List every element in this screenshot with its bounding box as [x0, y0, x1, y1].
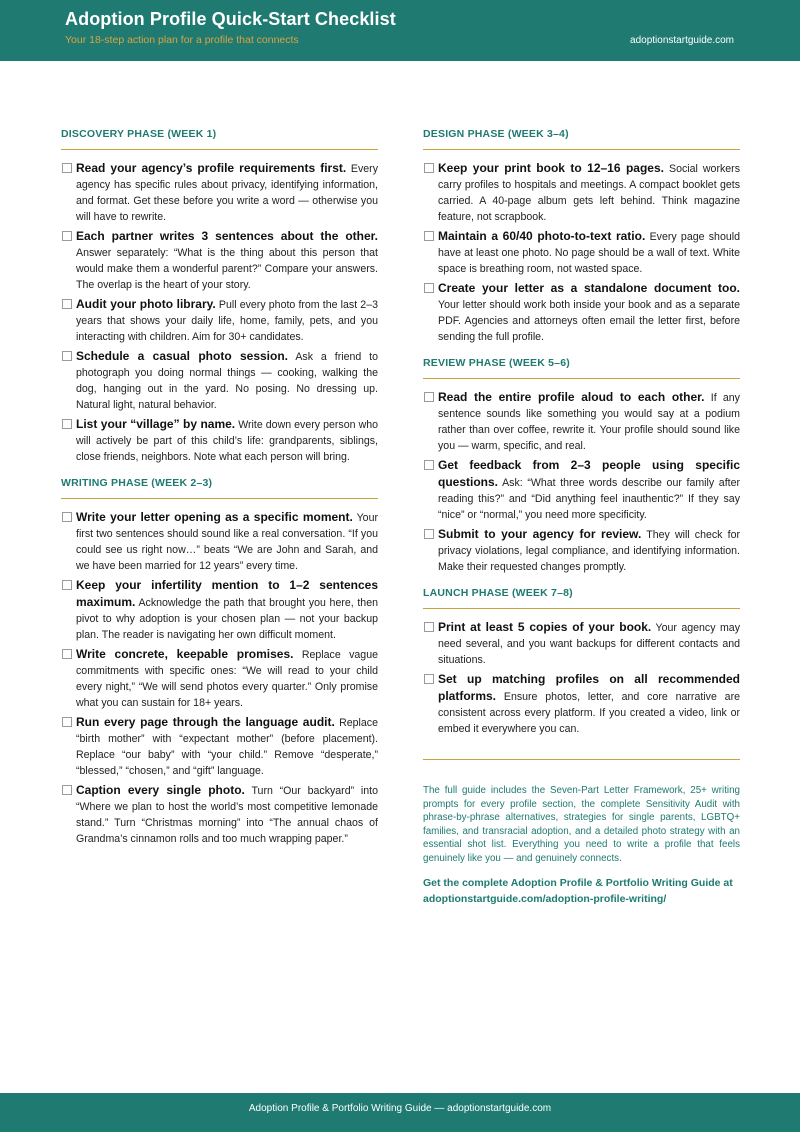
checkbox-icon[interactable]: [424, 460, 434, 470]
item-lead: Write concrete, keepable promises.: [76, 647, 294, 661]
right-phases: [423, 128, 740, 737]
item-lead: Set up matching profiles on all recommended platforms.: [438, 672, 740, 703]
phase-section: [423, 128, 740, 345]
checklist-item: [423, 619, 740, 668]
item-body: Social workers carry profiles to hospitals and meetings. A compact booklet gets carried. A 40-page album gets left behind. Think magazine feature, not scrapbook.: [438, 163, 740, 223]
checkbox-icon[interactable]: [62, 299, 72, 309]
checklist-item: [423, 280, 740, 345]
item-lead: Keep your print book to 12–16 pages.: [438, 161, 664, 175]
checkbox-icon[interactable]: [424, 392, 434, 402]
page-footer: [0, 1093, 800, 1132]
phase-title: DESIGN PHASE (WEEK 3–4): [423, 128, 740, 150]
item-body: Turn “Our backyard” into “Where we plan to host the world’s most competitive lemonade stand.” Turn “Christmas morning” into “The annual chaos of Grandma’s cinnamon rolls and too much wrapping paper.”: [76, 785, 378, 845]
item-body: Your first two sentences should sound like a real conversation. “If you could see us right now…” beats “We are John and Sarah, and we have been married for 12 years” every time.: [76, 512, 378, 572]
promo-cta-link[interactable]: Get the complete Adoption Profile & Portfolio Writing Guide at adoptionstartguide.com/adoption-profile-writing/: [423, 877, 733, 905]
checklist-item: [61, 646, 378, 711]
page-subtitle: Your 18-step action plan for a profile that connects: [65, 34, 299, 46]
item-body: Write down every person who will actively be part of this child’s life: grandparents, siblings, close friends, neighbors. Note what each person will bring.: [76, 419, 379, 463]
phase-section: [423, 357, 740, 575]
item-lead: Submit to your agency for review.: [438, 527, 642, 541]
checklist-item: [423, 228, 740, 277]
checkbox-icon[interactable]: [424, 283, 434, 293]
item-lead: Read your agency’s profile requirements first.: [76, 161, 347, 175]
checklist-item: [61, 509, 378, 574]
checklist-item: [423, 671, 740, 737]
item-lead: Maintain a 60/40 photo-to-text ratio.: [438, 229, 646, 243]
item-body: Your letter should work both inside your book and as a separate PDF. Agencies and attorneys often email the letter first, before sending the full profile.: [438, 299, 740, 343]
checkbox-icon[interactable]: [62, 163, 72, 173]
phase-title: DISCOVERY PHASE (WEEK 1): [61, 128, 378, 150]
checkbox-icon[interactable]: [62, 580, 72, 590]
item-lead: Read the entire profile aloud to each other.: [438, 390, 705, 404]
checkbox-icon[interactable]: [424, 674, 434, 684]
checkbox-icon[interactable]: [62, 785, 72, 795]
item-lead: Schedule a casual photo session.: [76, 349, 288, 363]
item-lead: Caption every single photo.: [76, 783, 245, 797]
item-lead: Get feedback from 2–3 people using specific questions.: [438, 458, 740, 489]
checkbox-icon[interactable]: [62, 231, 72, 241]
item-body: They will check for privacy violations, legal compliance, and identifying information. Make their requested changes promptly.: [438, 529, 740, 573]
checkbox-icon[interactable]: [424, 231, 434, 241]
footer-text: Adoption Profile & Portfolio Writing Guide — adoptionstartguide.com: [248, 1103, 552, 1114]
item-lead: Print at least 5 copies of your book.: [438, 620, 652, 634]
checklist-item: [423, 389, 740, 454]
checkbox-icon[interactable]: [62, 419, 72, 429]
item-lead: Audit your photo library.: [76, 297, 216, 311]
checklist-item: [61, 348, 378, 413]
promo-text: The full guide includes the Seven-Part Letter Framework, 25+ writing prompts for every profile section, the complete Sensitivity Audit with phrase-by-phrase alternatives, strategies for single parents, LGBTQ+ families, and transracial adoption, and a detailed photo strategy with an essential shot list. Everything you need to write a profile that feels genuinely like you — and genuinely connects.: [423, 785, 740, 864]
item-body: Ensure photos, letter, and core narrative are consistent across every platform. If you created a video, link or embed it everywhere you can.: [438, 691, 740, 735]
header-site-link[interactable]: adoptionstartguide.com: [630, 35, 734, 46]
phase-title: REVIEW PHASE (WEEK 5–6): [423, 357, 740, 379]
item-body: Ask: “What three words describe our family after reading this?” and “Did anything feel inauthentic?” If they say “nice” or “normal,” you need more specificity.: [438, 477, 740, 521]
phase-section: [61, 128, 378, 465]
phase-section: [61, 477, 378, 847]
item-lead: Keep your infertility mention to 1–2 sentences maximum.: [76, 578, 378, 609]
phase-section: [423, 587, 740, 737]
item-body: Every agency has specific rules about privacy, identifying information, and format. Get these before you write a word — otherwise you will have to rewrite.: [76, 163, 378, 223]
item-body: Pull every photo from the last 2–3 years that shows your daily life, home, family, pets, and you interacting with children. Aim for 30+ candidates.: [76, 299, 378, 343]
checkbox-icon[interactable]: [62, 649, 72, 659]
checkbox-icon[interactable]: [62, 717, 72, 727]
checkbox-icon[interactable]: [62, 512, 72, 522]
divider: [423, 759, 740, 760]
phase-title: WRITING PHASE (WEEK 2–3): [61, 477, 378, 499]
checkbox-icon[interactable]: [424, 529, 434, 539]
checklist-item: [61, 782, 378, 847]
item-body: If any sentence sounds like something you would say at a podium rather than over coffee, rewrite it. Your profile should sound like you — warm, specific, and real.: [438, 392, 740, 452]
checkbox-icon[interactable]: [424, 622, 434, 632]
checklist-item: [61, 160, 378, 225]
checklist-item: [61, 577, 378, 643]
item-body: Answer separately: “What is the thing about this person that would make them a wonderful parent?” Compare your answers. The overlap is the heart of your story.: [76, 247, 378, 291]
item-lead: Create your letter as a standalone document too.: [438, 281, 740, 295]
item-body: Replace “birth mother” with “expectant mother” (before placement). Replace “our baby” with “your child.” Remove “desperate,” “blessed,” “chosen,” and “gift” language.: [76, 717, 378, 777]
checklist-item: [61, 714, 378, 779]
item-body: Acknowledge the path that brought you here, then pivot to why adoption is your chosen plan — not your backup plan. The reader is navigating her own difficult moment.: [76, 597, 378, 641]
right-column: [423, 128, 740, 907]
checkbox-icon[interactable]: [424, 163, 434, 173]
checklist-item: [61, 228, 378, 293]
item-body: Ask a friend to photograph you doing normal things — cooking, walking the dog, hanging out in the yard. No posing. No dressing up. Natural light, natural behavior.: [76, 351, 379, 411]
item-lead: List your “village” by name.: [76, 417, 236, 431]
page-header: [0, 0, 800, 61]
left-column: [61, 128, 378, 859]
item-body: Replace vague commitments with specific ones: “We will read to your child every night,” “We will send photos every quarter.” Only promise what you can sustain for 18+ years.: [76, 649, 378, 709]
checklist-item: [61, 296, 378, 345]
item-lead: Run every page through the language audit.: [76, 715, 335, 729]
checklist-item: [423, 526, 740, 575]
checklist-item: [61, 416, 378, 465]
item-body: Your agency may need several, and you want backups for different contacts and situations.: [438, 622, 740, 666]
item-lead: Each partner writes 3 sentences about the other.: [76, 229, 378, 243]
checkbox-icon[interactable]: [62, 351, 72, 361]
checklist-item: [423, 160, 740, 225]
item-lead: Write your letter opening as a specific moment.: [76, 510, 353, 524]
page-title: Adoption Profile Quick-Start Checklist: [65, 9, 396, 29]
phase-title: LAUNCH PHASE (WEEK 7–8): [423, 587, 740, 609]
item-body: Every page should have at least one photo. No page should be a wall of text. White space is breathing room, not wasted space.: [438, 231, 740, 275]
checklist-item: [423, 457, 740, 523]
